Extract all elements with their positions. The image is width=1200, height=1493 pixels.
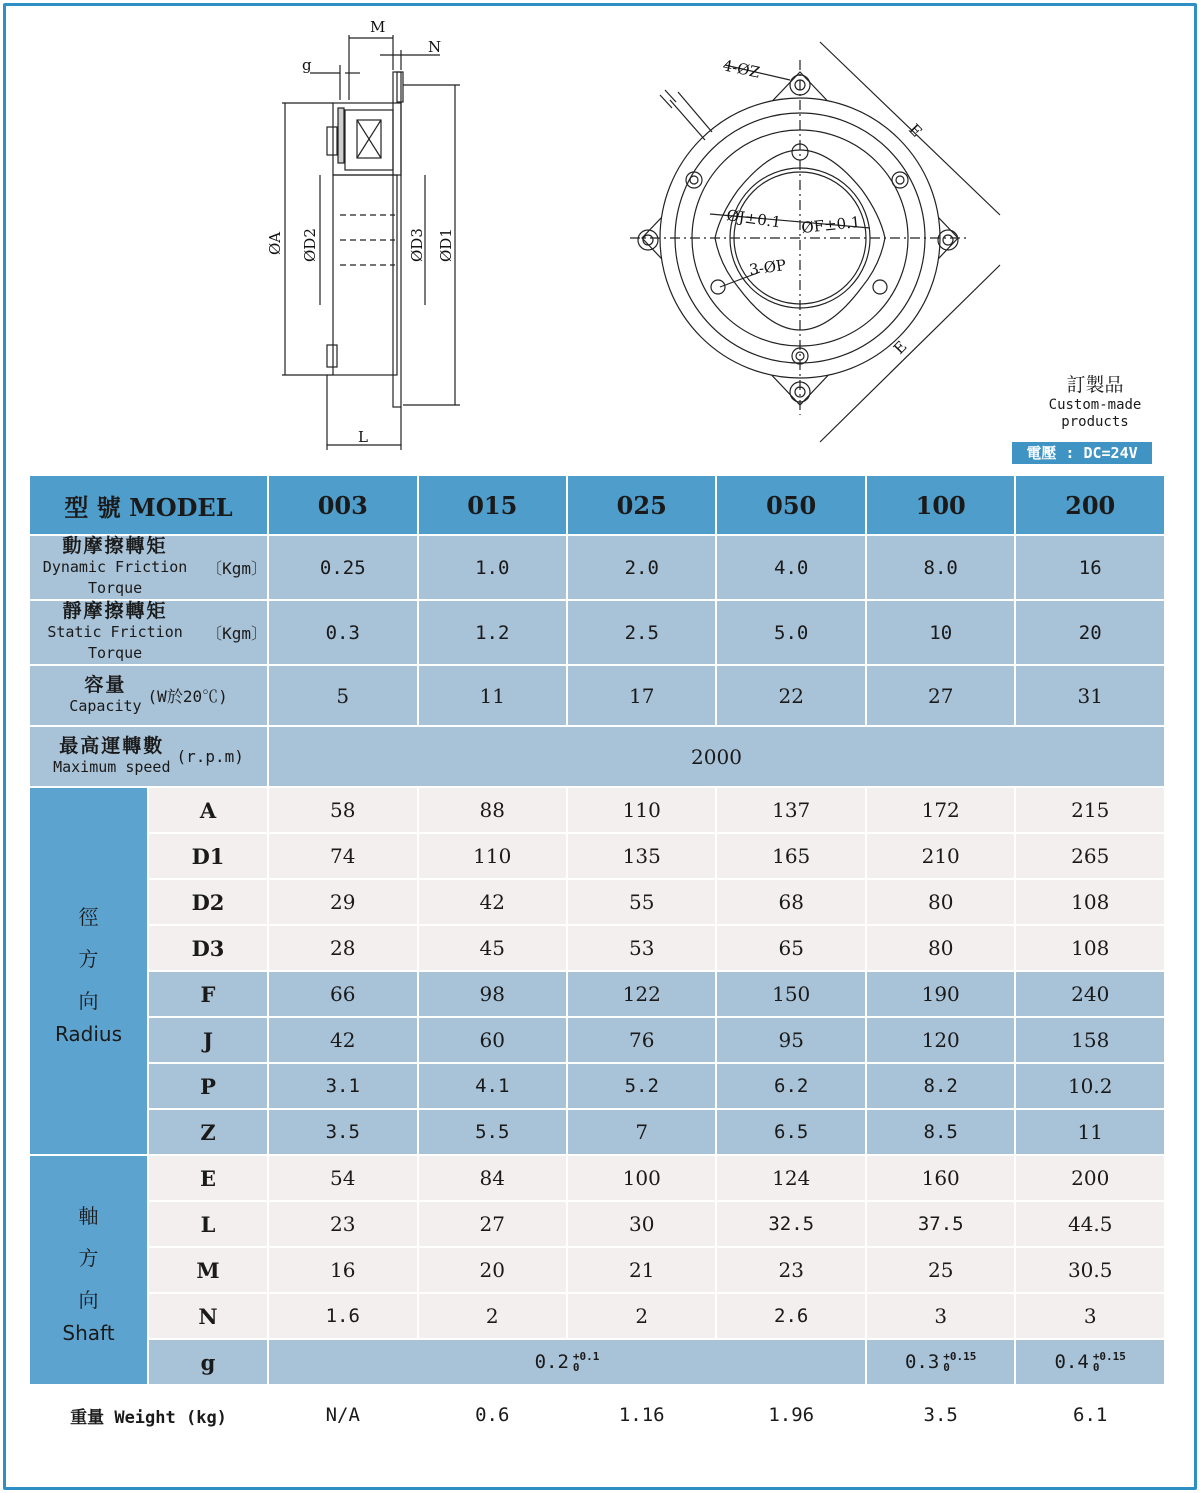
table-cell: 120	[867, 1018, 1014, 1062]
label-A: ØA	[266, 231, 284, 255]
table-cell: 108	[1016, 880, 1164, 924]
radius-zh2: 方	[78, 947, 99, 971]
static-torque-label	[30, 601, 267, 664]
label-F: ØF±0.1	[800, 212, 862, 237]
table-cell: 150	[717, 972, 864, 1016]
speed-unit: (r.p.m)	[176, 747, 244, 766]
table-cell: 2.5	[568, 601, 715, 664]
table-cell: 1.6	[269, 1294, 416, 1338]
dim-key: E	[149, 1156, 267, 1200]
table-cell: 265	[1016, 834, 1164, 878]
dim-key: g	[149, 1340, 267, 1384]
table-cell: 10	[867, 601, 1014, 664]
table-cell: 88	[419, 788, 566, 832]
table-cell: 28	[269, 926, 416, 970]
table-cell: N/A	[269, 1386, 416, 1444]
model-100: 100	[867, 476, 1014, 534]
dim-key: M	[149, 1248, 267, 1292]
model-200: 200	[1016, 476, 1164, 534]
radius-zh1: 徑	[78, 905, 99, 929]
table-row	[30, 880, 1164, 924]
dynamic-zh: 動摩擦轉矩	[62, 535, 168, 557]
table-cell: 3.5	[867, 1386, 1014, 1444]
shaft-en: Shaft	[62, 1321, 115, 1345]
table-cell: 158	[1016, 1018, 1164, 1062]
voltage-badge: 電壓 : DC=24V	[1012, 442, 1152, 464]
table-cell: 210	[867, 834, 1014, 878]
table-cell: 6.1	[1016, 1386, 1164, 1444]
table-cell: 27	[867, 666, 1014, 725]
front-view-drawing	[630, 42, 1000, 442]
table-cell: 84	[419, 1156, 566, 1200]
model-025: 025	[568, 476, 715, 534]
table-row	[30, 1202, 1164, 1246]
table-cell: 54	[269, 1156, 416, 1200]
table-cell: 65	[717, 926, 864, 970]
table-cell: 53	[568, 926, 715, 970]
technical-drawings	[0, 0, 1200, 470]
shaft-group-label	[30, 1156, 147, 1384]
custom-made-en1: Custom-made	[1048, 397, 1142, 413]
custom-made-note	[1030, 370, 1160, 431]
table-cell: 6.2	[717, 1064, 864, 1108]
speed-value: 2000	[269, 727, 1164, 786]
radius-en: Radius	[54, 1022, 123, 1046]
table-cell: 0.6	[419, 1386, 566, 1444]
table-cell: 30	[568, 1202, 715, 1246]
shaft-zh2: 方	[78, 1246, 99, 1270]
static-zh: 靜摩擦轉矩	[62, 600, 168, 622]
table-cell: 66	[269, 972, 416, 1016]
table-row	[30, 788, 1164, 832]
table-cell: 95	[717, 1018, 864, 1062]
label-P: 3-ØP	[748, 255, 788, 279]
table-cell: 42	[269, 1018, 416, 1062]
table-cell: 3.1	[269, 1064, 416, 1108]
table-cell: 22	[717, 666, 864, 725]
table-cell: 21	[568, 1248, 715, 1292]
dim-key: D1	[149, 834, 267, 878]
table-cell: 2.6	[717, 1294, 864, 1338]
table-cell: 0.3	[269, 601, 416, 664]
label-J: ØJ±0.1	[725, 206, 783, 232]
speed-zh: 最高運轉數	[59, 734, 165, 757]
table-cell: 23	[269, 1202, 416, 1246]
g-tolerance-a	[573, 1351, 600, 1373]
shaft-zh3: 向	[78, 1288, 99, 1312]
g-tol-b-up: +0.15	[943, 1350, 977, 1364]
static-unit: 〔Kgm〕	[206, 624, 268, 643]
table-cell: 108	[1016, 926, 1164, 970]
dim-key: Z	[149, 1110, 267, 1154]
table-cell: 110	[568, 788, 715, 832]
table-row	[30, 972, 1164, 1016]
speed-label	[30, 727, 267, 786]
g-tolerance-c	[1093, 1351, 1126, 1373]
table-cell: 30.5	[1016, 1248, 1164, 1292]
table-cell: 1.96	[717, 1386, 864, 1444]
table-cell: 45	[419, 926, 566, 970]
model-015: 015	[419, 476, 566, 534]
table-cell: 165	[717, 834, 864, 878]
table-cell: 20	[1016, 601, 1164, 664]
table-cell: 74	[269, 834, 416, 878]
table-cell: 8.5	[867, 1110, 1014, 1154]
table-cell: 0.25	[269, 536, 416, 599]
table-cell: 29	[269, 880, 416, 924]
table-cell: 10.2	[1016, 1064, 1164, 1108]
g-tolerance-b	[943, 1351, 976, 1373]
dim-key: L	[149, 1202, 267, 1246]
table-row	[30, 834, 1164, 878]
dim-key: N	[149, 1294, 267, 1338]
table-cell: 172	[867, 788, 1014, 832]
table-row	[30, 1064, 1164, 1108]
label-N: N	[428, 38, 442, 56]
table-cell: 32.5	[717, 1202, 864, 1246]
table-cell: 110	[419, 834, 566, 878]
table-row	[30, 1110, 1164, 1154]
g-value-b: 0.3	[904, 1350, 940, 1373]
label-D1: ØD1	[437, 228, 455, 262]
dim-key: D2	[149, 880, 267, 924]
capacity-en: Capacity	[69, 696, 142, 715]
table-row	[30, 926, 1164, 970]
model-003: 003	[269, 476, 416, 534]
g-value-c: 0.4	[1054, 1350, 1089, 1373]
table-cell: 58	[269, 788, 416, 832]
table-row	[30, 1294, 1164, 1338]
table-cell: 124	[717, 1156, 864, 1200]
table-cell: 7	[568, 1110, 715, 1154]
table-cell: 11	[419, 666, 566, 725]
custom-made-en2: products	[1061, 414, 1129, 430]
g-tol-a-up: +0.1	[572, 1350, 600, 1364]
table-cell: 5.0	[717, 601, 864, 664]
dim-key: D3	[149, 926, 267, 970]
dynamic-en: Dynamic Friction Torque	[42, 558, 188, 597]
dim-key: A	[149, 788, 267, 832]
table-cell: 4.1	[419, 1064, 566, 1108]
table-cell: 76	[568, 1018, 715, 1062]
table-cell: 3	[1016, 1294, 1164, 1338]
table-row	[30, 1248, 1164, 1292]
table-cell: 2	[568, 1294, 715, 1338]
custom-made-zh: 訂製品	[1066, 374, 1124, 396]
radius-group-label	[30, 788, 147, 1154]
table-cell: 5.2	[568, 1064, 715, 1108]
model-header-row	[30, 476, 1164, 534]
table-cell: 31	[1016, 666, 1164, 725]
table-cell: 135	[568, 834, 715, 878]
capacity-label	[30, 666, 267, 725]
label-D2: ØD2	[301, 228, 319, 262]
table-cell: 2.0	[568, 536, 715, 599]
table-cell: 3	[867, 1294, 1014, 1338]
label-M: M	[370, 18, 386, 36]
dim-key: P	[149, 1064, 267, 1108]
table-cell: 27	[419, 1202, 566, 1246]
table-cell: 3.5	[269, 1110, 416, 1154]
table-cell: 60	[419, 1018, 566, 1062]
table-cell: 1.16	[568, 1386, 715, 1444]
table-cell: 55	[568, 880, 715, 924]
g-tol-b-dn: 0	[943, 1361, 950, 1375]
dim-key: J	[149, 1018, 267, 1062]
weight-row	[30, 1386, 1164, 1444]
table-cell: 2	[419, 1294, 566, 1338]
table-cell: 68	[717, 880, 864, 924]
table-cell: 23	[717, 1248, 864, 1292]
weight-label: 重量 Weight (kg)	[30, 1386, 267, 1444]
g-value-a: 0.2	[534, 1350, 569, 1373]
table-cell: 37.5	[867, 1202, 1014, 1246]
table-cell: 1.2	[419, 601, 566, 664]
table-cell: 20	[419, 1248, 566, 1292]
g-tol-a-dn: 0	[572, 1361, 580, 1375]
radius-zh3: 向	[78, 989, 99, 1013]
table-cell: 5.5	[419, 1110, 566, 1154]
g-tol-c-up: +0.15	[1092, 1350, 1126, 1364]
table-cell: 215	[1016, 788, 1164, 832]
table-cell: 200	[1016, 1156, 1164, 1200]
speed-en: Maximum speed	[53, 757, 171, 776]
table-cell: 16	[1016, 536, 1164, 599]
g-tol-c-dn: 0	[1092, 1361, 1100, 1375]
g-value-small	[269, 1340, 865, 1384]
table-cell: 4.0	[717, 536, 864, 599]
capacity-row	[30, 666, 1164, 725]
table-cell: 17	[568, 666, 715, 725]
label-E-bottom: E	[889, 337, 911, 358]
table-cell: 160	[867, 1156, 1014, 1200]
dim-key: F	[149, 972, 267, 1016]
shaft-zh1: 軸	[78, 1204, 99, 1228]
table-cell: 6.5	[717, 1110, 864, 1154]
dynamic-unit: 〔Kgm〕	[206, 559, 268, 578]
table-cell: 190	[867, 972, 1014, 1016]
label-Z: 4-ØZ	[721, 56, 762, 82]
table-row	[30, 1156, 1164, 1200]
label-g: g	[302, 56, 312, 74]
spec-table	[28, 474, 1166, 1446]
table-cell: 80	[867, 880, 1014, 924]
g-value-200	[1016, 1340, 1164, 1384]
table-cell: 122	[568, 972, 715, 1016]
label-D3: ØD3	[408, 228, 426, 262]
table-cell: 44.5	[1016, 1202, 1164, 1246]
table-cell: 100	[568, 1156, 715, 1200]
speed-row	[30, 727, 1164, 786]
g-value-100	[867, 1340, 1014, 1384]
table-cell: 137	[717, 788, 864, 832]
label-E-top: E	[905, 120, 926, 141]
table-row	[30, 1340, 1164, 1384]
model-label: 型 號 MODEL	[30, 476, 267, 534]
table-cell: 8.0	[867, 536, 1014, 599]
table-cell: 8.2	[867, 1064, 1014, 1108]
capacity-zh: 容量	[84, 673, 127, 696]
model-050: 050	[717, 476, 864, 534]
table-cell: 80	[867, 926, 1014, 970]
table-cell: 98	[419, 972, 566, 1016]
table-cell: 1.0	[419, 536, 566, 599]
static-torque-row	[30, 601, 1164, 664]
label-L: L	[358, 428, 368, 446]
static-en: Static Friction Torque	[47, 623, 183, 662]
side-view-labels	[266, 18, 455, 446]
table-row	[30, 1018, 1164, 1062]
table-cell: 16	[269, 1248, 416, 1292]
dynamic-torque-row	[30, 536, 1164, 599]
table-cell: 11	[1016, 1110, 1164, 1154]
table-cell: 5	[269, 666, 416, 725]
table-cell: 240	[1016, 972, 1164, 1016]
table-cell: 25	[867, 1248, 1014, 1292]
capacity-unit: (W於20℃)	[147, 687, 228, 706]
table-cell: 42	[419, 880, 566, 924]
dynamic-torque-label	[30, 536, 267, 599]
